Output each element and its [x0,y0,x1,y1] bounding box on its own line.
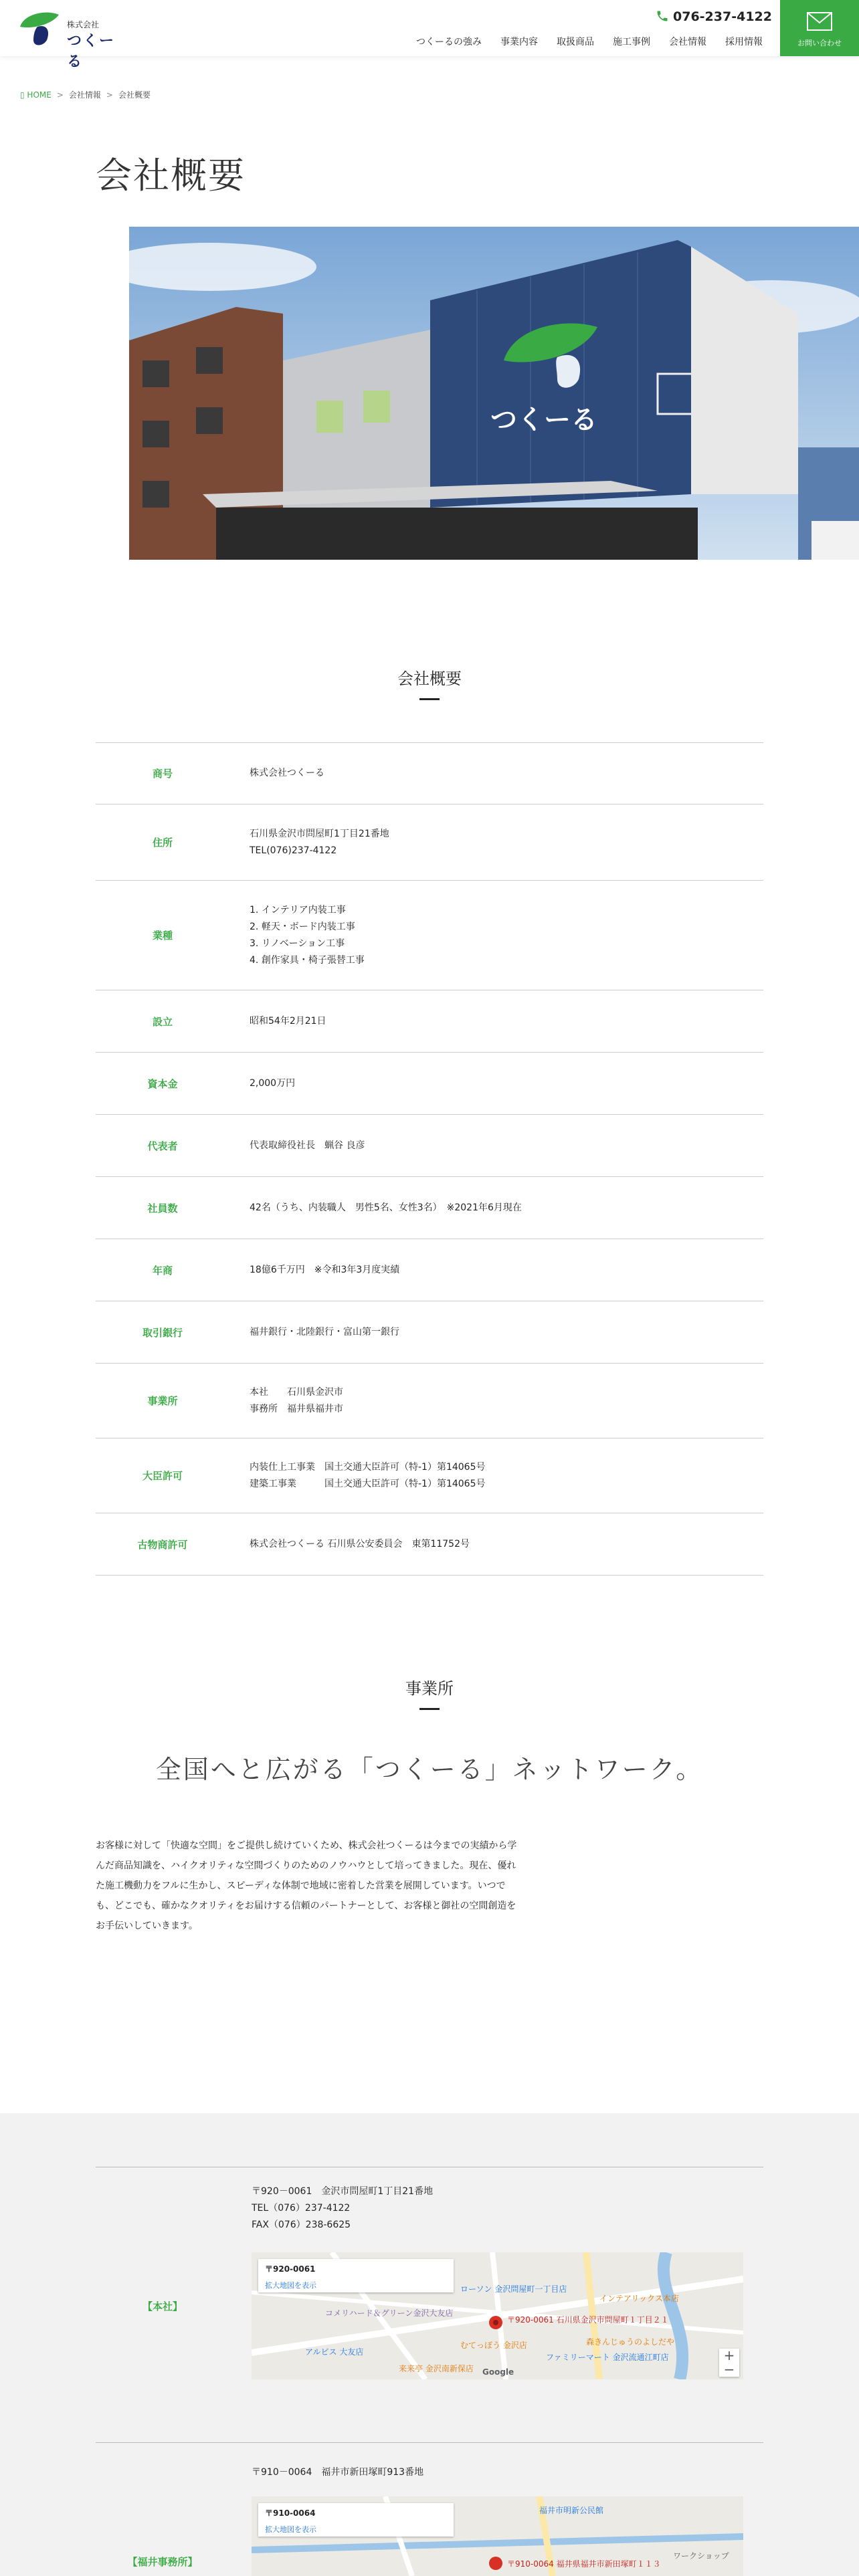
row-value: 株式会社つくーる 石川県公安委員会 東第11752号 [250,1538,470,1549]
row-value: 本社 石川県金沢市 事務所 福井県福井市 [250,1386,343,1414]
table-row [96,1438,763,1513]
table-row [96,1177,763,1239]
map-pin-label: 〒910-0064 福井県福井市新田塚町１１３ [507,2559,661,2569]
nav-strengths[interactable]: つくーるの強み [416,37,482,47]
network-heading-text: 事業所 [405,1679,454,1698]
office-label-head: 【本社】 [142,2300,183,2313]
header-phone[interactable] [656,9,772,24]
office-map-head[interactable] [252,2252,743,2379]
office-label-fukui: 【福井事務所】 [127,2556,198,2568]
map-zoom-control[interactable]: + − [719,2349,739,2377]
map-enlarge-link[interactable]: 拡大地図を表示 [265,2525,316,2534]
table-row [96,743,763,804]
table-row [96,1053,763,1115]
table-row [96,804,763,881]
row-value: 株式会社つくーる [250,768,324,778]
row-label: 事業所 [147,1395,178,1407]
map-enlarge-link[interactable]: 拡大地図を表示 [265,2281,316,2290]
row-label: 取引銀行 [142,1326,183,1339]
logo-mark-icon [17,9,62,47]
map-place: 森きんじゅうのよしだや [586,2337,675,2347]
row-value: 昭和54年2月21日 [250,1015,326,1027]
overview-heading [0,665,859,700]
nav-works[interactable]: 施工事例 [613,37,650,47]
map-place: 来来亭 金沢南新保店 [399,2364,474,2373]
network-heading [0,1675,859,1710]
map-pin-label: 〒920-0061 石川県金沢市問屋町１丁目２１ [507,2315,669,2325]
map-card-title: 〒920-0061 [265,2264,316,2274]
row-label: 社員数 [147,1202,178,1214]
row-label: 商号 [152,768,173,780]
phone-number: 076-237-4122 [673,9,772,24]
logo-company-prefix: 株式会社 [67,20,100,29]
nav-products[interactable]: 取扱商品 [557,37,594,47]
company-overview-table [96,742,763,1576]
contact-button[interactable] [780,0,859,56]
row-value: 2,000万円 [250,1077,296,1089]
row-value: 内装仕上工事業 国土交通大臣許可（特-1）第14065号 建築工事業 国土交通大臣許可（特-1）第14065号 [250,1461,486,1489]
row-value: 代表取締役社長 蝋谷 良彦 [250,1140,365,1151]
breadcrumb-home-label: HOME [27,90,52,100]
nav-business[interactable]: 事業内容 [500,37,538,47]
table-row [96,1364,763,1438]
row-label: 年商 [152,1264,173,1277]
page-title: 会社概要 [96,154,246,197]
map-place: アルビス 大友店 [305,2347,364,2357]
row-label: 大臣許可 [142,1470,183,1482]
row-label: 業種 [152,930,173,942]
row-label: 資本金 [147,1077,178,1090]
global-nav [407,35,772,48]
map-place: インテアリックス本店 [599,2294,679,2303]
network-lead: 全国へと広がる「つくーる」ネットワーク。 [155,1755,704,1784]
row-value: 18億6千万円 ※令和3年3月度実績 [250,1264,400,1275]
mail-icon [807,12,832,31]
map-place: ワークショップ [673,2551,729,2561]
site-logo[interactable] [17,9,124,70]
nav-company[interactable]: 会社情報 [669,37,706,47]
network-body: お客様に対して「快適な空間」をご提供し続けていくため、株式会社つくーるは今までの実績から学んだ商品知識を、ハイクオリティな空間づくりのためのノウハウとして培ってきました。現在、優れた施工機動力をフルに生かし、スピーディな体制で地域に密着した営業を展開しています。いつでも、どこでも、確かなクオリティをお届けする信頼のパートナーとして、お客様と御社の空間創造をお手伝いしていきます。 [96,1840,517,1931]
table-row [96,1301,763,1364]
row-label: 古物商許可 [137,1538,188,1551]
google-logo: Google [482,2367,514,2377]
office-address: 〒910－0064 福井市新田塚町913番地 [252,2467,424,2478]
row-value: 1. インテリア内装工事 2. 軽天・ボード内装工事 3. リノベーション工事 4. 創作家具・椅子張替工事 [250,904,365,966]
map-info-card [258,2503,454,2537]
map-place: コメリハード＆グリーン金沢大友店 [325,2309,454,2318]
overview-heading-text: 会社概要 [397,669,462,688]
divider [96,2442,763,2443]
hero-sign-text: つくーる [490,405,597,435]
row-label: 設立 [152,1015,173,1028]
phone-icon [656,9,669,23]
breadcrumb: ▯ HOME > 会社情報 > 会社概要 [20,90,151,100]
row-label: 住所 [152,837,173,849]
table-row [96,881,763,990]
logo-company-name: つくーる [67,33,116,70]
office-address: 〒920－0061 金沢市問屋町1丁目21番地 TEL（076）237-4122 FAX（076）238-6625 [252,2186,434,2230]
table-row [96,1513,763,1576]
breadcrumb-company[interactable]: 会社情報 [68,90,101,100]
map-info-card [258,2259,454,2292]
map-place: 福井市明新公民館 [539,2506,604,2515]
row-label: 代表者 [147,1140,178,1152]
table-row [96,990,763,1053]
table-row [96,1115,763,1177]
row-value: 42名（うち、内装職人 男性5名、女性3名） ※2021年6月現在 [250,1202,522,1213]
site-header [0,0,859,70]
map-place: ファミリーマート 金沢流通江町店 [546,2353,669,2362]
offices-section [0,2113,859,2576]
table-row [96,1239,763,1301]
map-place: むてっぽう 金沢店 [460,2341,527,2350]
office-map-fukui[interactable] [252,2496,743,2576]
row-value: 福井銀行・北陸銀行・富山第一銀行 [250,1326,399,1337]
breadcrumb-current: 会社概要 [118,90,151,100]
map-place: ローソン 金沢問屋町一丁目店 [460,2284,567,2294]
row-value: 石川県金沢市問屋町1丁目21番地 TEL(076)237-4122 [250,828,389,856]
hero-building-photo [129,227,859,560]
nav-recruit[interactable]: 採用情報 [725,37,763,47]
map-card-title: 〒910-0064 [265,2508,316,2518]
breadcrumb-home[interactable]: ▯ HOME [20,90,52,100]
contact-label: お問い合わせ [797,39,842,47]
